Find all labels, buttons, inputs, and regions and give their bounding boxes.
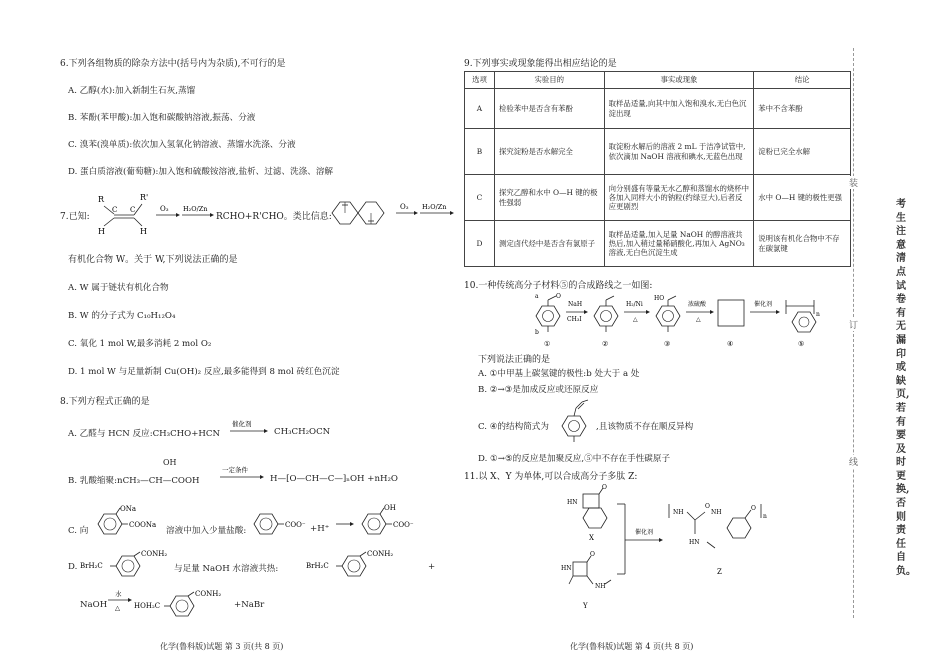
binding-mark-ding: 订 xyxy=(849,318,858,331)
q8-b-condition: 一定条件 xyxy=(222,466,248,474)
table-row xyxy=(465,89,851,129)
q8-c-plus: +H⁺ xyxy=(310,524,330,534)
row-c-fact: 向分别盛有等量无水乙醇和蒸馏水的烧杯中各加入同样大小的钠粒(约绿豆大),后者反应更剧烈 xyxy=(604,175,754,221)
d-brh2c: BrH₂C xyxy=(80,562,103,570)
footer-right: 化学(鲁科版)试题 第 4 页(共 8 页) xyxy=(570,642,694,651)
label-5: ⑤ xyxy=(798,340,805,348)
row-b-fact: 取淀粉水解后的溶液 2 mL 于洁净试管中,依次滴加 NaOH 溶液和碘水,无蓝色出现 xyxy=(604,129,754,175)
r-label: R xyxy=(98,195,105,204)
x-hn: HN xyxy=(567,499,578,506)
q7-reagent-3: O₃ xyxy=(400,203,409,211)
d-conh2-2: CONH₂ xyxy=(367,550,394,558)
row-a-fact: 取样品适量,向其中加入饱和溴水,无白色沉淀出现 xyxy=(604,89,754,129)
q7-arrows-2 xyxy=(394,200,474,220)
table-row xyxy=(465,175,851,221)
table-row xyxy=(465,129,851,175)
carboxylate-phenoxide-structure xyxy=(248,504,310,544)
q8-d-prefix: D. xyxy=(68,562,78,572)
q8-b-arrow xyxy=(218,464,266,484)
footer-left: 化学(鲁科版)试题 第 3 页(共 8 页) xyxy=(160,642,284,651)
q8-c-mid: 溶液中加入少量盐酸: xyxy=(166,526,247,536)
q10-option-c-post: ,且该物质不存在顺反异构 xyxy=(596,422,694,432)
q6-stem: 6.下列各组物质的除杂方法中(括号内为杂质),不可行的是 xyxy=(60,59,286,69)
q8-option-a-right: CH₃CH₂OCN xyxy=(274,427,331,437)
svg-text:O: O xyxy=(751,505,756,512)
z-nh-1: NH xyxy=(673,509,684,516)
reagent-3: 浓硫酸 xyxy=(688,301,707,308)
z-n: n xyxy=(763,513,767,520)
q10-synthesis-route xyxy=(530,292,830,350)
q11-catalyst: 催化剂 xyxy=(635,529,654,536)
row-d-conclusion: 说明该有机化合物中不存在碳氯键 xyxy=(754,221,851,267)
bromomethyl-benzamide-structure-2 xyxy=(306,548,416,578)
reagent-3b: △ xyxy=(696,316,701,323)
header-purpose: 实验目的 xyxy=(494,72,604,89)
q8-d-arrow xyxy=(106,588,134,614)
q8-option-b-right: H—[O—CH—C—]ₙOH +nH₂O xyxy=(270,474,398,484)
c-coona: COONa xyxy=(129,521,157,529)
q7-continue: 有机化合物 W。关于 W,下列说法正确的是 xyxy=(68,255,238,265)
label-2: ② xyxy=(602,340,609,348)
q10-option-b: B. ②→③是加成反应或还原反应 xyxy=(478,385,599,395)
q7-option-c: C. 氧化 1 mol W,最多消耗 2 mol O₂ xyxy=(68,339,212,349)
x-label: X xyxy=(589,534,594,542)
header-fact: 事实或现象 xyxy=(604,72,754,89)
label-4: ④ xyxy=(727,340,734,348)
q8-d-plus: + xyxy=(428,562,436,572)
row-d-purpose: 测定卤代烃中是否含有氯原子 xyxy=(494,221,604,267)
svg-text:O: O xyxy=(602,484,607,491)
c-coo-2: COO⁻ xyxy=(393,521,414,529)
hydroxymethyl-benzamide-structure xyxy=(134,588,244,618)
q7-option-b: B. W 的分子式为 C₁₀H₁₂O₄ xyxy=(68,311,176,321)
d-conh2-3: CONH₂ xyxy=(195,590,222,598)
reagent-2: H₂/Ni xyxy=(626,301,643,308)
c-coo: COO⁻ xyxy=(285,521,306,529)
q10-prompt: 下列说法正确的是 xyxy=(478,355,551,365)
q6-option-c: C. 溴苯(溴单质):依次加入氢氧化钠溶液、蒸馏水洗涤、分液 xyxy=(68,140,296,150)
d-hoh2c: HOH₂C xyxy=(134,602,161,610)
y-label: Y xyxy=(583,602,588,610)
binding-line xyxy=(853,48,854,618)
reagent-2b: △ xyxy=(633,316,638,323)
binding-mark-xian: 线 xyxy=(849,455,858,468)
row-d-option: D xyxy=(465,221,495,267)
row-a-option: A xyxy=(465,89,495,129)
row-c-purpose: 探究乙醇和水中 O—H 键的极性强弱 xyxy=(494,175,604,221)
row-d-fact: 取样品适量,加入足量 NaOH 的醇溶液共热后,加入稍过量稀硝酸化,再加入 AgNO₃ 溶液,无白色沉淀生成 xyxy=(604,221,754,267)
svg-text:O: O xyxy=(556,293,561,300)
d-brh2c-2: BrH₂C xyxy=(306,562,329,570)
label-3: ③ xyxy=(664,340,671,348)
salicylate-structure xyxy=(356,502,426,544)
q8-d-mid: 与足量 NaOH 水溶液共热: xyxy=(174,564,279,574)
q8-d-nabr: +NaBr xyxy=(234,600,265,610)
header-option: 选项 xyxy=(465,72,495,89)
row-c-option: C xyxy=(465,175,495,221)
atom-b: b xyxy=(535,329,539,336)
binding-mark-zhuang: 装 xyxy=(849,176,858,189)
q7-products: RCHO+R'CHO。类比信息: xyxy=(216,212,332,222)
y-hn: HN xyxy=(561,565,572,572)
side-notice: 考生注意清点试卷有无漏印或缺页,若有要及时更换,否则责任自负。 xyxy=(896,199,916,578)
svg-text:O: O xyxy=(590,551,595,558)
sodium-salicylate-phenoxide-structure xyxy=(88,504,178,544)
q7-option-d: D. 1 mol W 与足量新制 Cu(OH)₂ 反应,最多能得到 8 mol 砖红色沉淀 xyxy=(68,367,340,377)
table-header-row xyxy=(465,72,851,89)
c-ona: ONa xyxy=(120,505,137,513)
row-a-conclusion: 苯中不含苯酚 xyxy=(754,89,851,129)
q7-reagent-2: H₂O/Zn xyxy=(183,205,208,213)
q6-option-d: D. 蛋白质溶液(葡萄糖):加入饱和硫酸铵溶液,盐析、过滤、洗涤、溶解 xyxy=(68,167,334,177)
q10-option-d: D. ①→⑤的反应是加聚反应,⑤中不存在手性碳原子 xyxy=(478,454,671,464)
q8-stem: 8.下列方程式正确的是 xyxy=(60,397,150,407)
q8-option-a-left: A. 乙醛与 HCN 反应:CH₃CHO+HCN xyxy=(68,429,221,439)
q6-option-a: A. 乙醇(水):加入新制生石灰,蒸馏 xyxy=(68,86,196,96)
svg-text:n: n xyxy=(816,311,820,318)
z-nh-2: NH xyxy=(711,509,722,516)
q10-stem: 10.一种传统高分子材料⑤的合成路线之一如图: xyxy=(464,281,653,291)
row-b-conclusion: 淀粉已完全水解 xyxy=(754,129,851,175)
q7-option-a: A. W 属于链状有机化合物 xyxy=(68,283,169,293)
q7-stem-prefix: 7.已知: xyxy=(60,212,90,222)
row-c-conclusion: 水中 O—H 键的极性更强 xyxy=(754,175,851,221)
row-b-purpose: 探究淀粉是否水解完全 xyxy=(494,129,604,175)
svg-text:C: C xyxy=(112,206,118,214)
row-a-purpose: 检验苯中是否含有苯酚 xyxy=(494,89,604,129)
svg-text:C: C xyxy=(130,206,136,214)
svg-text:NH: NH xyxy=(595,583,606,590)
label-1: ① xyxy=(544,340,551,348)
row-b-option: B xyxy=(465,129,495,175)
svg-text:O: O xyxy=(705,503,710,510)
q8-c-arrow xyxy=(334,518,356,530)
z-label: Z xyxy=(717,568,722,576)
q8-b-oh: OH xyxy=(163,458,177,467)
table-row xyxy=(465,221,851,267)
q10-option-c-pre: C. ④的结构简式为 xyxy=(478,422,549,432)
q7-reagent-4: H₂O/Zn xyxy=(422,203,447,211)
svg-text:HO: HO xyxy=(654,295,665,302)
svg-text:HN: HN xyxy=(689,539,700,546)
q10-option-a: A. ①中甲基上碳氢键的极性:b 处大于 a 处 xyxy=(478,369,640,379)
d-water: 水 xyxy=(115,590,122,598)
d-conh2: CONH₂ xyxy=(141,550,168,558)
q8-d-naoh: NaOH xyxy=(80,600,108,610)
h-label-1: H xyxy=(98,227,105,236)
q9-experiment-table xyxy=(464,71,851,267)
q8-a-condition: 催化剂 xyxy=(232,420,252,428)
q7-reagent-1: O₃ xyxy=(160,205,169,213)
header-conclusion: 结论 xyxy=(754,72,851,89)
q11-stem: 11.以 X、Y 为单体,可以合成高分子多肽 Z: xyxy=(464,472,638,482)
q6-option-b: B. 苯酚(苯甲酸):加入饱和碳酸钠溶液,振荡、分液 xyxy=(68,113,256,123)
q8-a-arrow xyxy=(228,418,270,438)
c-oh: OH xyxy=(384,504,396,512)
atom-a: a xyxy=(535,293,539,300)
h-label-2: H xyxy=(140,227,147,236)
d-delta: △ xyxy=(115,604,120,612)
reagent-1b: CH₃I xyxy=(567,316,582,323)
q11-polymerization-scheme xyxy=(555,484,795,614)
reagent-4: 催化剂 xyxy=(754,301,773,308)
q8-option-b-left: B. 乳酸缩聚:nCH₃—CH—COOH xyxy=(68,476,200,486)
r-prime-label: R' xyxy=(140,193,149,202)
q8-c-prefix: C. 向 xyxy=(68,526,89,536)
q9-stem: 9.下列事实或现象能得出相应结论的是 xyxy=(464,59,617,69)
reagent-1: NaH xyxy=(568,301,583,308)
